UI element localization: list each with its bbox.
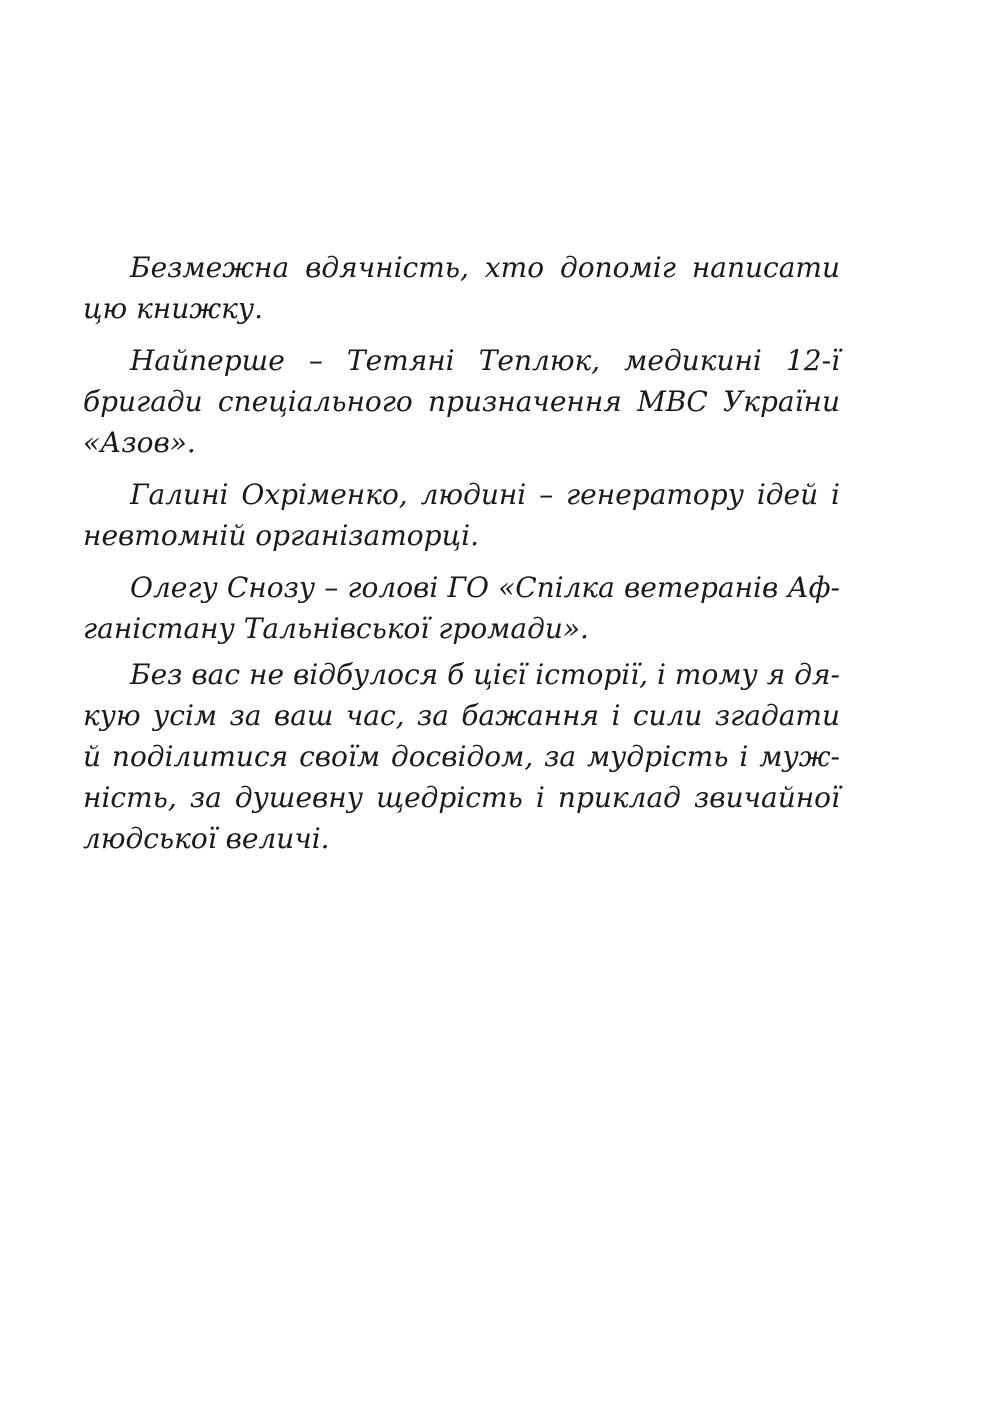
paragraph-snoz — [83, 567, 840, 649]
text-line: бригади спеціального призначення МВС України — [83, 385, 840, 418]
paragraph-gratitude — [83, 247, 840, 329]
closing-section — [83, 654, 840, 870]
text-line: Найперше – Тетяні Теплюк, медикині 12-ї — [130, 344, 840, 377]
text-line: «Азов». — [83, 426, 196, 459]
acknowledgments-section — [83, 247, 840, 660]
text-line: кую усім за ваш час, за бажання і сили згадати — [83, 699, 840, 732]
text-line: цю книжку. — [83, 292, 263, 325]
text-line: невтомній організаторці. — [83, 519, 479, 552]
text-line: Галині Охріменко, людині – генератору ідей і — [130, 478, 840, 511]
paragraph-teplyuk — [83, 340, 840, 463]
text-line: Олегу Снозу – голові ГО «Спілка ветеранів Аф- — [130, 571, 840, 604]
paragraph-closing — [83, 654, 840, 859]
text-line: ганістану Тальнівської громади». — [83, 612, 589, 645]
text-line: Без вас не відбулося б цієї історії, і тому я дя- — [130, 658, 840, 691]
text-line: ність, за душевну щедрість і приклад звичайної — [83, 781, 840, 814]
text-line: й поділитися своїм досвідом, за мудрість і муж- — [83, 740, 840, 773]
text-line: людської величі. — [83, 822, 330, 855]
paragraph-okhrimenko — [83, 474, 840, 556]
text-line: Безмежна вдячність, хто допоміг написати — [130, 251, 840, 284]
